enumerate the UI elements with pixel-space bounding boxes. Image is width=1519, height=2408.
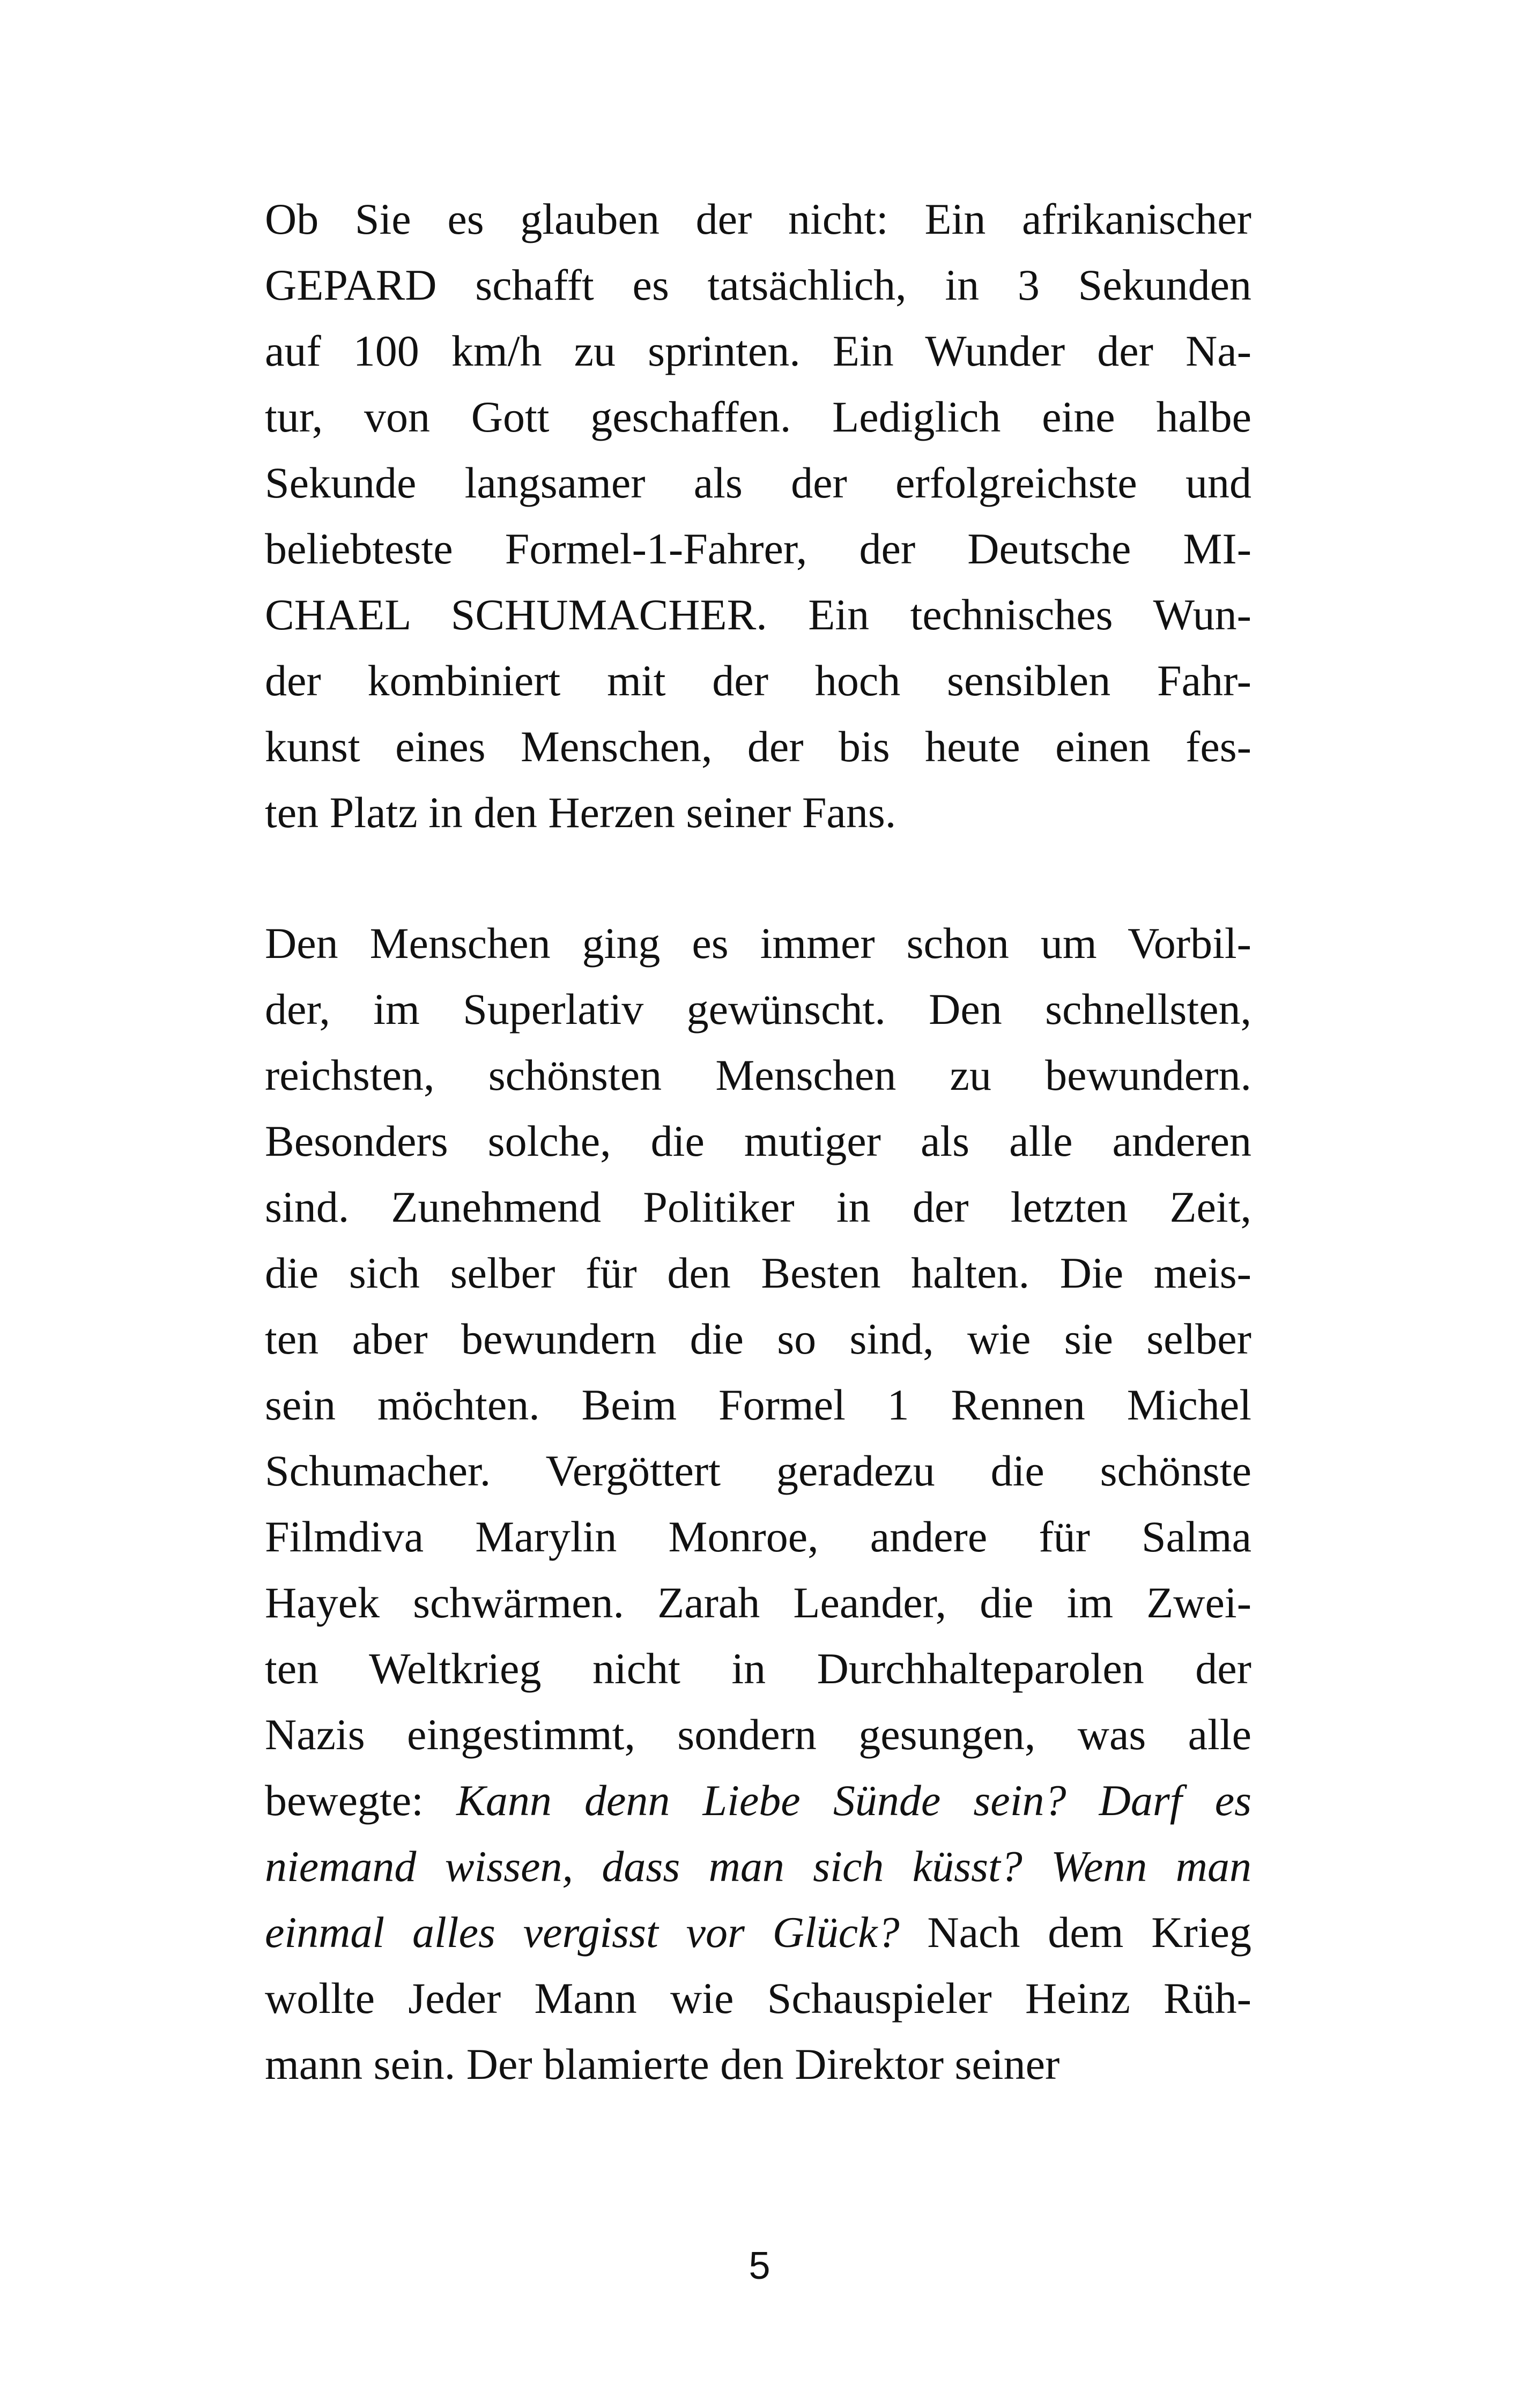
page-number: 5 bbox=[749, 2245, 770, 2287]
text-segment: sein möchten. Beim Formel 1 Rennen Michel bbox=[265, 1380, 1251, 1429]
text-line bbox=[265, 779, 1251, 845]
text-line bbox=[265, 976, 1251, 1042]
text-segment: Hayek schwärmen. Zarah Leander, die im Zwei- bbox=[265, 1578, 1251, 1627]
text-line bbox=[265, 582, 1251, 648]
text-line bbox=[265, 450, 1251, 516]
text-segment: Filmdiva Marylin Monroe, andere für Salma bbox=[265, 1512, 1251, 1561]
text-line bbox=[265, 252, 1251, 318]
text-segment: Besonders solche, die mutiger als alle anderen bbox=[265, 1117, 1251, 1165]
text-segment: die sich selber für den Besten halten. Die meis- bbox=[265, 1248, 1251, 1297]
text-line bbox=[265, 1042, 1251, 1108]
text-segment: Sekunde langsamer als der erfolgreichste und bbox=[265, 458, 1251, 507]
text-line bbox=[265, 1372, 1251, 1438]
text-line bbox=[265, 1306, 1251, 1372]
text-line bbox=[265, 2031, 1251, 2097]
text-line bbox=[265, 1504, 1251, 1570]
text-segment: bewegte: bbox=[265, 1776, 457, 1825]
text-segment: der, im Superlativ gewünscht. Den schnellsten, bbox=[265, 985, 1251, 1034]
text-line bbox=[265, 1833, 1251, 1899]
text-segment: beliebteste Formel-1-Fahrer, der Deutsche MI- bbox=[265, 524, 1251, 573]
text-segment: ten Weltkrieg nicht in Durchhalteparolen der bbox=[265, 1644, 1251, 1693]
text-segment: Nazis eingestimmt, sondern gesungen, was alle bbox=[265, 1710, 1251, 1759]
text-line bbox=[265, 318, 1251, 384]
text-line bbox=[265, 384, 1251, 450]
text-segment: CHAEL SCHUMACHER. Ein technisches Wun- bbox=[265, 590, 1251, 639]
text-segment: sind. Zunehmend Politiker in der letzten Zeit, bbox=[265, 1183, 1251, 1231]
text-segment: Den Menschen ging es immer schon um Vorbil- bbox=[265, 919, 1251, 968]
text-line bbox=[265, 1240, 1251, 1306]
text-line bbox=[265, 1899, 1251, 1965]
text-segment: Ob Sie es glauben der nicht: Ein afrikanischer bbox=[265, 195, 1251, 243]
text-segment: kunst eines Menschen, der bis heute einen fes- bbox=[265, 722, 1251, 771]
text-line bbox=[265, 1438, 1251, 1504]
text-segment: tur, von Gott geschaffen. Lediglich eine halbe bbox=[265, 392, 1251, 441]
text-segment: GEPARD schafft es tatsächlich, in 3 Sekunden bbox=[265, 261, 1251, 309]
text-segment: der kombiniert mit der hoch sensiblen Fahr- bbox=[265, 656, 1251, 705]
text-line bbox=[265, 648, 1251, 714]
text-line bbox=[265, 1636, 1251, 1701]
text-segment: ten Platz in den Herzen seiner Fans. bbox=[265, 788, 896, 837]
paragraph-1 bbox=[265, 186, 1251, 845]
text-line bbox=[265, 910, 1251, 976]
text-segment: Nach dem Krieg bbox=[899, 1908, 1251, 1957]
paragraph-2 bbox=[265, 910, 1251, 2097]
text-line bbox=[265, 186, 1251, 252]
text-line bbox=[265, 1108, 1251, 1174]
text-segment: auf 100 km/h zu sprinten. Ein Wunder der Na- bbox=[265, 326, 1251, 375]
italic-text: einmal alles vergisst vor Glück? bbox=[265, 1908, 900, 1957]
text-line bbox=[265, 516, 1251, 582]
text-line bbox=[265, 1174, 1251, 1240]
text-segment: mann sein. Der blamierte den Direktor seiner bbox=[265, 2040, 1060, 2089]
text-segment: reichsten, schönsten Menschen zu bewundern. bbox=[265, 1051, 1251, 1099]
italic-text: Kann denn Liebe Sünde sein? Darf es bbox=[456, 1776, 1252, 1825]
text-line bbox=[265, 714, 1251, 779]
text-segment: Schumacher. Vergöttert geradezu die schönste bbox=[265, 1446, 1251, 1495]
italic-text: niemand wissen, dass man sich küsst? Wenn man bbox=[265, 1842, 1251, 1891]
text-line bbox=[265, 1701, 1251, 1767]
text-line bbox=[265, 1570, 1251, 1636]
text-line bbox=[265, 1767, 1251, 1833]
text-segment: ten aber bewundern die so sind, wie sie selber bbox=[265, 1314, 1251, 1363]
text-segment: wollte Jeder Mann wie Schauspieler Heinz Rüh- bbox=[265, 1974, 1251, 2023]
text-line bbox=[265, 1965, 1251, 2031]
